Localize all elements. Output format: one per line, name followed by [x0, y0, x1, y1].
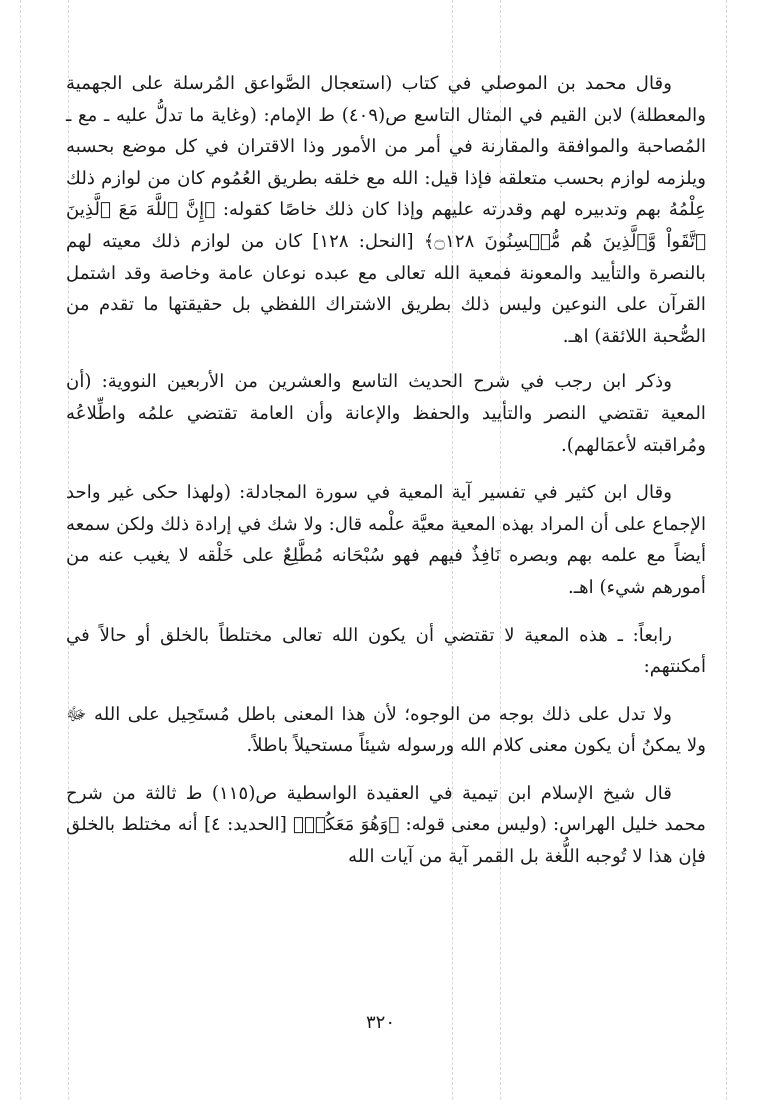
ruling-line: [726, 0, 727, 1100]
ruling-line: [20, 0, 21, 1100]
page-number: ٣٢٠: [365, 1012, 395, 1033]
paragraph-fourthly-heading: رابعاً: ـ هذه المعية لا تقتضي أن يكون الله تعالى مختلطاً بالخلق أو حالاً في أمكنتهم:: [66, 624, 706, 678]
paragraph-not-indicated: ولا تدل على ذلك بوجه من الوجوه؛ لأن هذا المعنى باطل مُستَحِيل على الله ﷻ ولا يمكنُ أن يكون معنى كلام الله ورسوله شيئاً مستحيلاً باطلاً.: [66, 703, 706, 757]
paragraph-ibn-rajab: وذكر ابن رجب في شرح الحديث التاسع والعشرين من الأربعين النووية: (أن المعية تقتضي النصر والتأييد والحفظ والإعانة وأن العامة تقتضي علمُه واطِّلاعُه ومُراقبته لأعمَالهم).: [66, 371, 706, 456]
paragraph-ibn-taymiyya: قال شيخ الإسلام ابن تيمية في العقيدة الواسطية ص(١١٥) ط ثالثة من شرح محمد خليل الهراس: (وليس معنى قوله: ﴿وَهُوَ مَعَكُمۡ﴾ [الحديد: ٤] أنه مختلط بالخلق فإن هذا لا تُوجبه اللُّغة بل القمر آية من آيات الله: [66, 782, 707, 868]
page-body: [66, 68, 706, 889]
paragraph-ibn-kathir: وقال ابن كثير في تفسير آية المعية في سورة المجادلة: (ولهذا حكى غير واحد الإجماع على أن المراد بهذه المعية معيَّة علْمه قال: ولا شك في إرادة ذلك ولكن سمعه أيضاً مع علمه بهم وبصره نَافِذٌ فيهم فهو سُبْحَانه مُطَّلِعٌ على خَلْقه لا يغيب عنه من أمورهم شيء) اهـ.: [66, 482, 706, 598]
paragraph-ibn-al-mawsili: وقال محمد بن الموصلي في كتاب (استعجال الصَّواعق المُرسلة على الجهمية والمعطلة) لابن القيم في المثال التاسع ص(٤٠٩) ط الإمام: (وغاية ما تدلُّ عليه ـ مع ـ المُصاحبة والموافقة والمقارنة في أمر من الأمور وذا الاقتران في كل موضع بحسبه ويلزمه لوازم بحسب متعلقه فإذا قيل: الله مع خلقه بطريق العُمُوم كان من لوازم ذلك عِلْمُهُ بهم وتدبيره لهم وقدرته عليهم وإذا كان ذلك خاصًا كقوله: ﴿إِنَّ ٱللَّهَ مَعَ ٱلَّذِينَ ٱتَّقَواْ وَّٱلَّذِينَ هُم مُّحۡسِنُونَ ۝١٢٨﴾ [النحل: ١٢٨] كان من لوازم ذلك معيته لهم بالنصرة والتأييد والمعونة فمعية الله تعالى مع عبده نوعان عامة وخاصة وقد اشتمل القرآن على النوعين وليس ذلك بطريق الاشتراك اللفظي بل حقيقتها ما تقدم من الصُّحبة اللائقة) اهـ.: [66, 73, 706, 347]
